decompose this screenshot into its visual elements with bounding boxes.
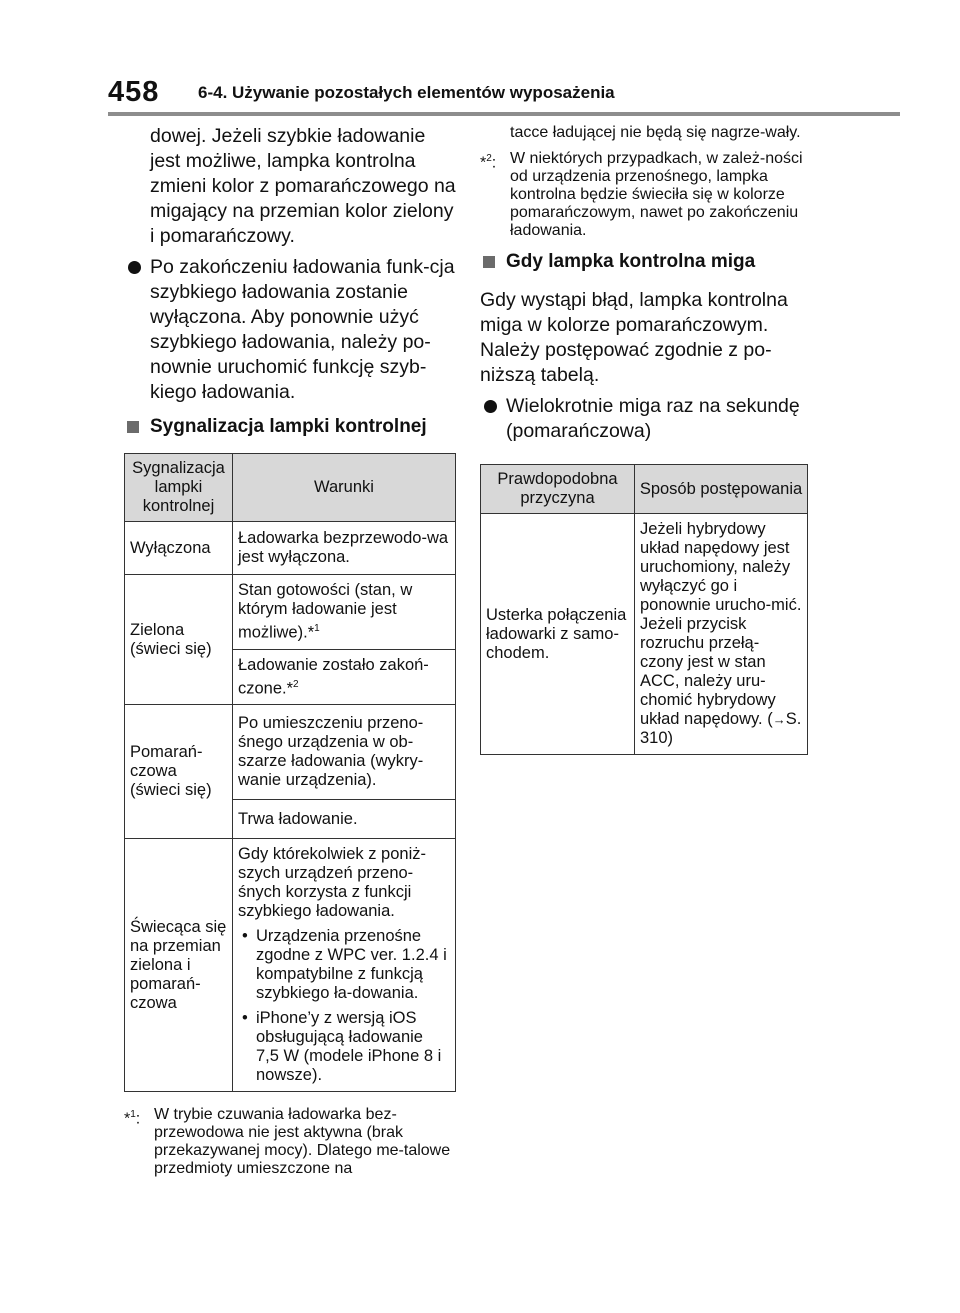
heading-text: Gdy lampka kontrolna miga [506,251,756,272]
condition-cell [233,575,456,650]
table-row [481,514,808,755]
header-cause: Prawdopodobna przyczyna [481,465,635,514]
signal-table [124,453,456,1092]
condition-cell: Trwa ładowanie. [233,800,456,839]
list-item [238,927,450,1003]
square-icon [127,421,139,433]
list-item-text: Urządzenia przenośne zgodne z WPC ver. 1.2.4 i kompatybilne z funkcją szybkiego ła-dowania. [256,927,447,1002]
header-rule [108,112,900,116]
list-item [238,1009,450,1085]
footnote [480,150,808,240]
signal-cell: Świecąca się na przemian zielona i pomarań-czowa [125,839,233,1092]
bullet-dot-icon: • [242,927,248,945]
footnote [124,1106,456,1178]
footnote-mark: * [286,679,294,697]
signal-cell: Pomarań-czowa (świeci się) [125,705,233,839]
footnote-asterisk: * [480,154,487,172]
reference-open: ( [767,710,773,728]
bullet-dot-icon: • [242,1009,248,1027]
condition-text: Ładowanie zostało zakoń-czone. [238,655,429,697]
footnote-mark-number: 2 [293,678,299,690]
footnote-text: W trybie czuwania ładowarka bez-przewodowa nie jest aktywna (brak przekazywanej mocy). Dlatego me-talowe przedmioty umieszczone na [154,1106,451,1177]
section-heading [124,415,456,439]
table-row [125,522,456,575]
arrow-right-icon: → [772,712,786,727]
bullet-dot-icon [484,400,497,413]
table-header-row [481,465,808,514]
reference-text: S. 310) [640,710,802,747]
condition-cell: Ładowarka bezprzewodo-wa jest wyłączona. [233,522,456,575]
footnote-asterisk: * [124,1110,131,1128]
bullet-text: Po zakończeniu ładowania funk-cja szybkiego ładowania zostanie wyłączona. Aby ponownie użyć szybkiego ładowania, należy po-nownie uruchomić funkcję szyb-kiego ładowania. [150,256,455,403]
cause-cell: Usterka połączenia ładowarki z samo-chodem. [481,514,635,755]
body-paragraph: Gdy wystąpi błąd, lampka kontrolna miga w kolorze pomarańczowym. Należy postępować zgodnie z po-niższą tabelą. [480,289,788,386]
footnote-mark: * [307,623,315,642]
footnote-text: W niektórych przypadkach, w zależ-ności od urządzenia przenośnego, lampka kontrolna będzie świeciła się w kolorze pomarańczowym, nawet po zakończeniu ładowania. [510,150,803,239]
footnote-mark [124,1106,140,1128]
condition-text: Stan gotowości (stan, w którym ładowanie jest możliwe). [238,581,413,642]
heading-text: Sygnalizacja lampki kontrolnej [150,416,427,437]
square-icon [483,256,495,268]
action-cell [635,514,808,755]
bullet-text: Wielokrotnie miga raz na sekundę (pomarańczowa) [506,395,800,442]
signal-cell: Wyłączona [125,522,233,575]
footnote-number: 1 [130,1109,136,1120]
footnote-colon: : [491,154,497,172]
section-title: 6-4. Używanie pozostałych elementów wyposażenia [198,83,615,102]
list-item-text: iPhone’y z wersją iOS obsługującą ładowanie 7,5 W (modele iPhone 8 i nowsze). [256,1009,442,1084]
header-line: Sygnalizacja [132,459,225,477]
footnote-continuation [480,124,808,142]
left-column [124,124,456,1186]
continuation-paragraph: dowej. Jeżeli szybkie ładowanie jest możliwe, lampka kontrolna zmieni kolor z pomarańczowego na migający na przemian kolor zielony i pomarańczowy. [150,125,456,247]
footnote-text: tacce ładującej nie będą się nagrze-wały. [510,124,801,141]
table-row [125,839,456,1092]
header-line: kontrolnej [142,497,215,515]
bullet-item [124,255,456,405]
condition-cell: Po umieszczeniu przeno-śnego urządzenia w ob-szarze ładowania (wykry-wanie urządzenia). [233,705,456,800]
header-conditions: Warunki [233,454,456,522]
action-text: Jeżeli hybrydowy układ napędowy jest uruchomiony, należy wyłączyć go i ponownie urucho-mić. Jeżeli przycisk rozruchu przełą-czony jest w stan ACC, należy uru-chomić hybrydowy układ napędowy. [640,520,802,728]
footnote-mark-number: 1 [314,623,320,634]
table-row [125,705,456,800]
bullet-item [480,394,808,444]
footnote-colon: : [135,1110,141,1128]
table-header-row [125,454,456,522]
header-line: lampki [154,478,203,496]
condition-text: Gdy którekolwiek z poniż-szych urządzeń przeno-śnych korzysta z funkcji szybkiego ładowania. [238,845,426,920]
condition-cell [233,839,456,1092]
bullet-dot-icon [128,261,141,274]
header-action: Sposób postępowania [635,465,808,514]
condition-cell [233,649,456,705]
footnote-number: 2 [486,153,492,164]
signal-cell: Zielona (świeci się) [125,575,233,705]
section-heading [480,250,808,274]
page-number: 458 [108,76,160,108]
header-signal [125,454,233,522]
error-table [480,464,808,755]
right-column [480,124,808,755]
table-row [125,575,456,650]
footnote-mark [480,150,496,172]
